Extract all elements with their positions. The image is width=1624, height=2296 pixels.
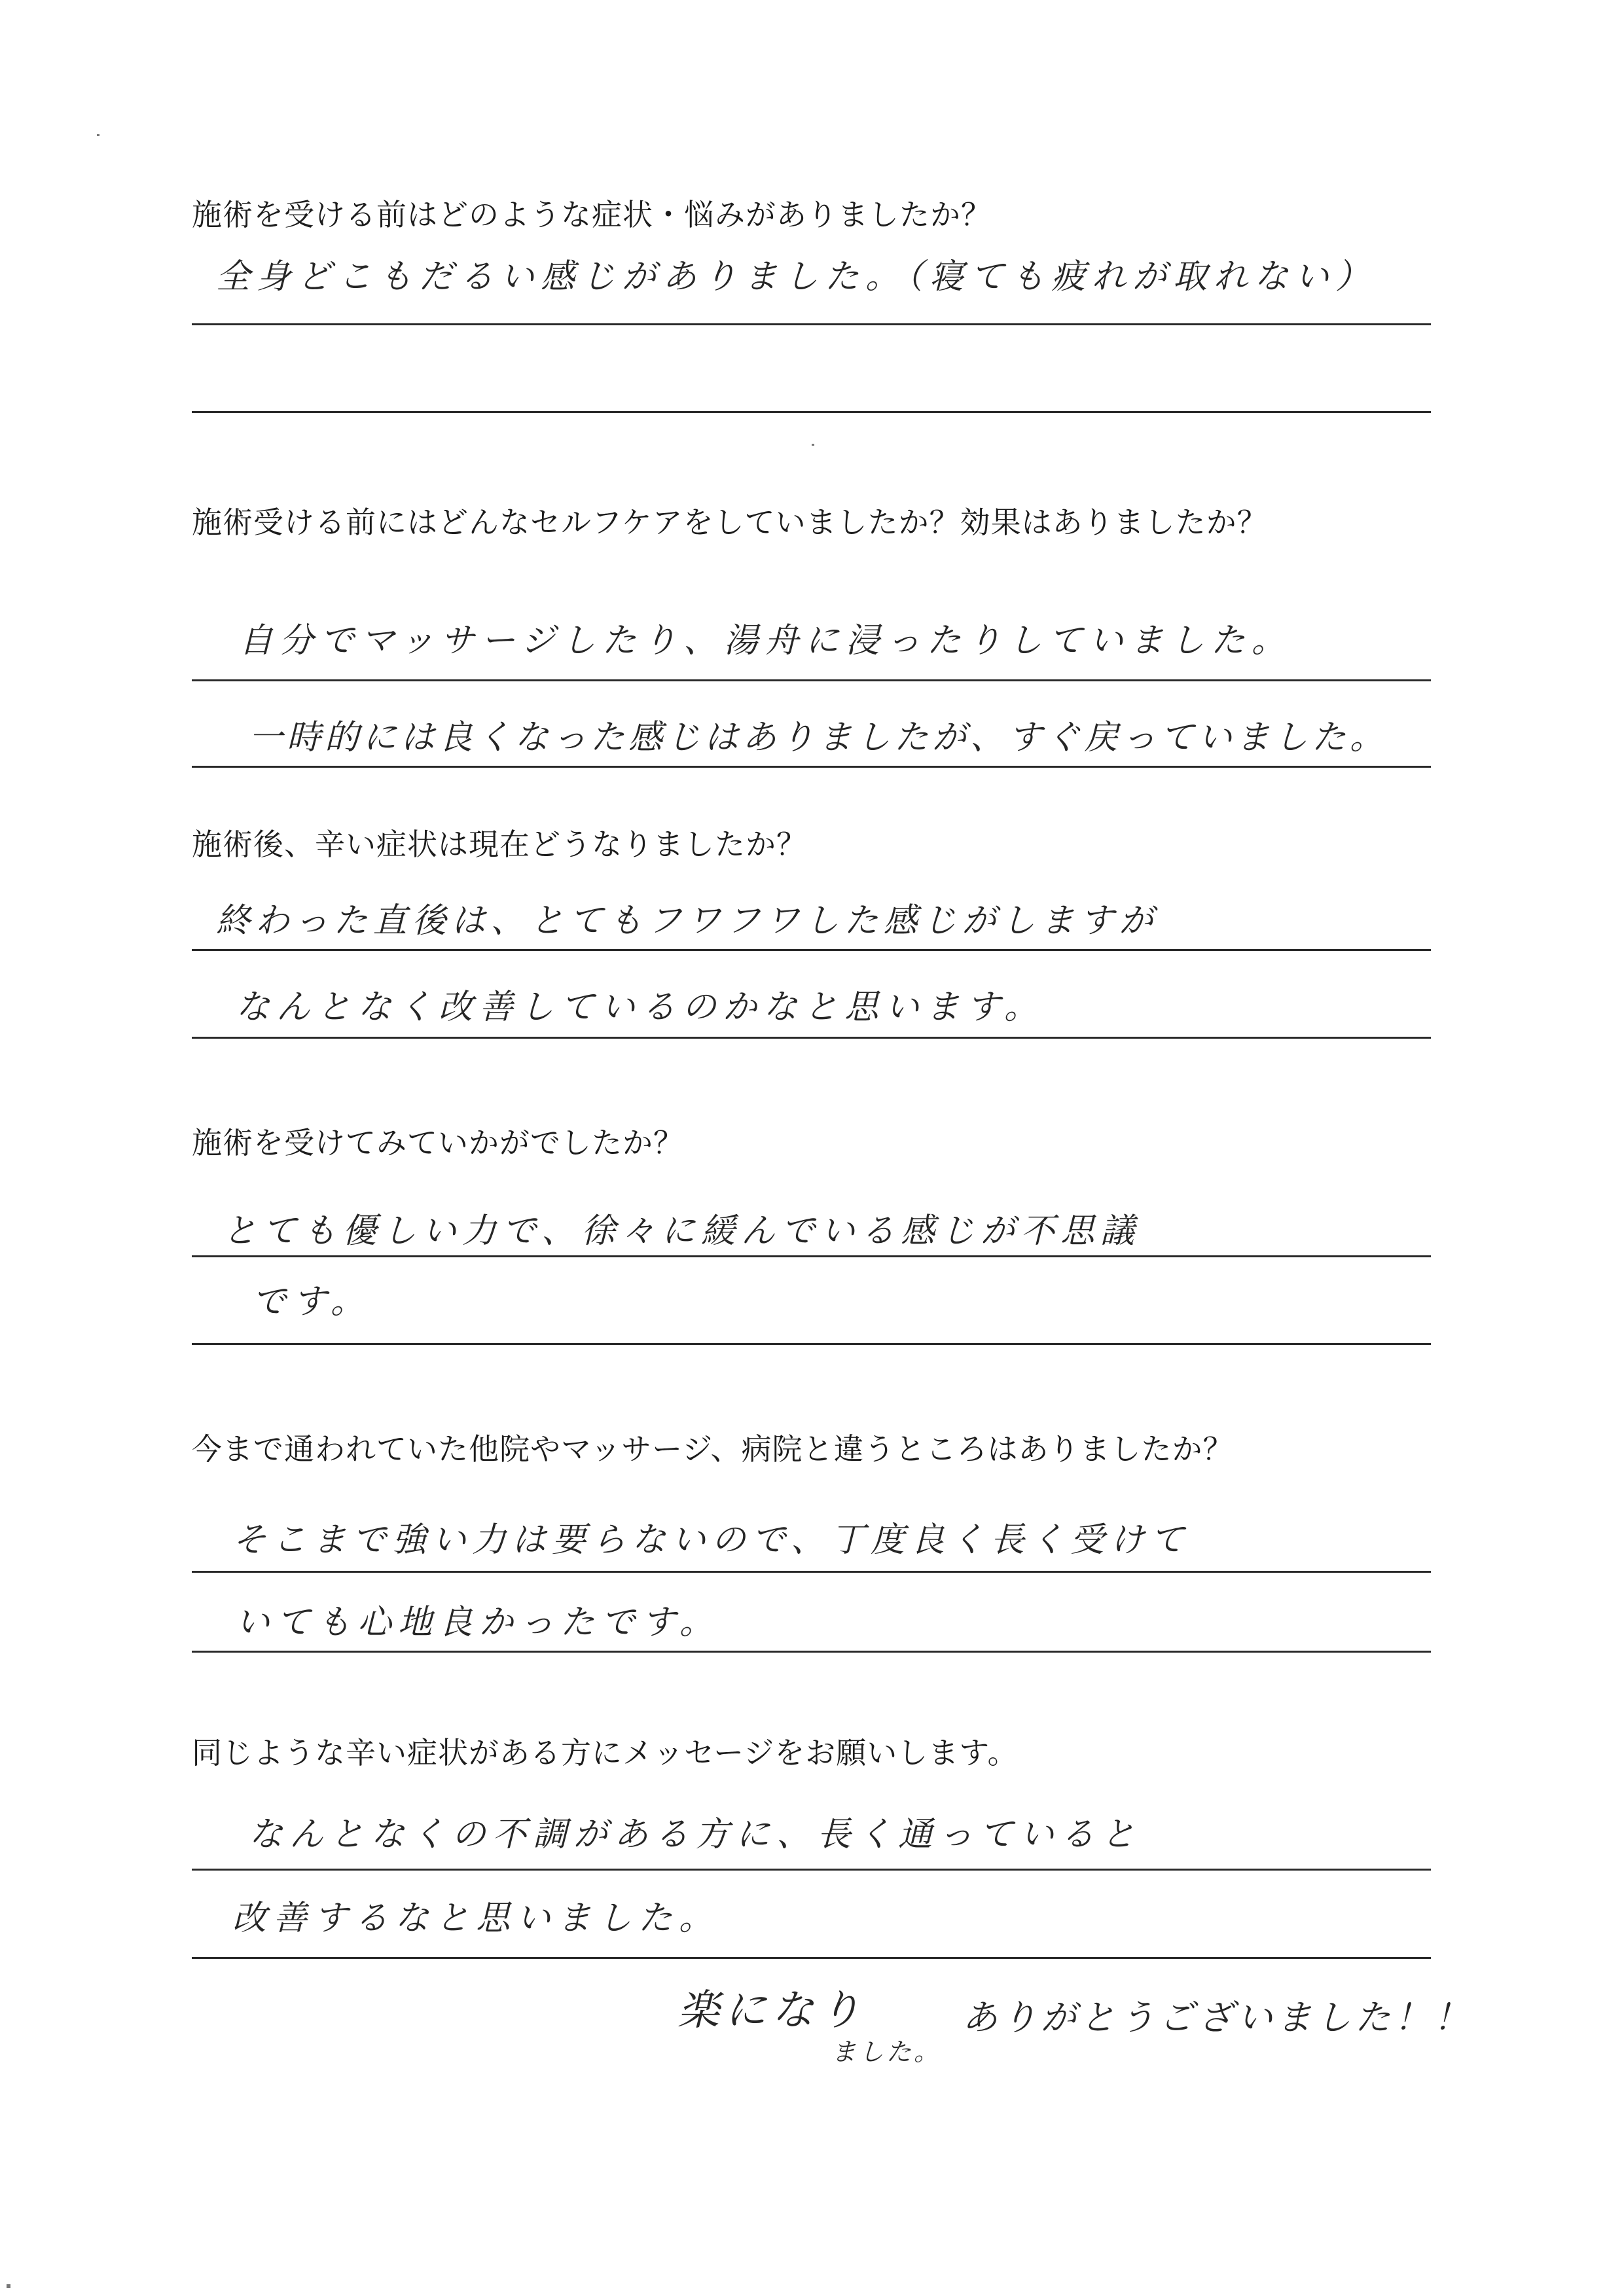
answer-3-line-2: なんとなく改善しているのかなと思います。: [236, 988, 1045, 1027]
answer-5-line-2: いても心地良かったです。: [236, 1603, 720, 1642]
answer-rule: [192, 766, 1431, 768]
answer-rule: [192, 411, 1431, 413]
question-3: 施術後、辛い症状は現在どうなりましたか？: [192, 827, 807, 862]
answer-rule: [192, 679, 1431, 681]
answer-2-line-1: 自分でマッサージしたり、湯舟に浸ったりしていました。: [239, 621, 1292, 660]
answer-6-line-2: 改善するなと思いました。: [232, 1899, 720, 1938]
question-6: 同じような辛い症状がある方にメッセージをお願いします。: [192, 1735, 1019, 1770]
answer-rule: [192, 1255, 1431, 1257]
answer-6-line-1: なんとなくの不調がある方に、長く通っていると: [249, 1815, 1142, 1854]
answer-rule: [192, 1651, 1431, 1653]
question-2: 施術受ける前にはどんなセルフケアをしていましたか？効果はありましたか？: [192, 505, 1268, 540]
answer-rule: [192, 1571, 1431, 1573]
question-5: 今まで通われていた他院やマッサージ、病院と違うところはありましたか？: [192, 1431, 1234, 1467]
answer-rule: [192, 1037, 1431, 1039]
scan-speck: [812, 444, 814, 446]
answer-rule: [192, 1957, 1431, 1959]
closing-note-part2: ました。: [831, 2037, 942, 2066]
answer-3-line-1: 終わった直後は、とてもフワフワした感じがしますが: [216, 901, 1159, 941]
scan-speck: [7, 2284, 10, 2288]
scan-speck: [97, 134, 99, 136]
answer-4-line-2: です。: [252, 1282, 371, 1321]
answer-rule: [192, 1343, 1431, 1345]
answer-5-line-1: そこまで強い力は要らないので、丁度良く長く受けて: [232, 1520, 1190, 1560]
answer-rule: [192, 323, 1431, 325]
answer-1-line-1: 全身どこもだるい感じがありました。（寝ても疲れが取れない）: [216, 257, 1377, 296]
answer-rule: [192, 949, 1431, 951]
question-4: 施術を受けてみていかがでしたか？: [192, 1125, 684, 1160]
closing-note-part1: 楽になり: [677, 1986, 866, 2035]
question-1: 施術を受ける前はどのような症状・悩みがありましたか？: [192, 197, 992, 232]
answer-rule: [192, 1869, 1431, 1871]
answer-4-line-1: とても優しい力で、徐々に緩んでいる感じが不思議: [223, 1211, 1140, 1251]
closing-note-part3: ありがとうございました！！: [962, 1997, 1473, 2038]
answer-2-line-2: 一時的には良くなった感じはありましたが、すぐ戻っていました。: [249, 718, 1388, 757]
